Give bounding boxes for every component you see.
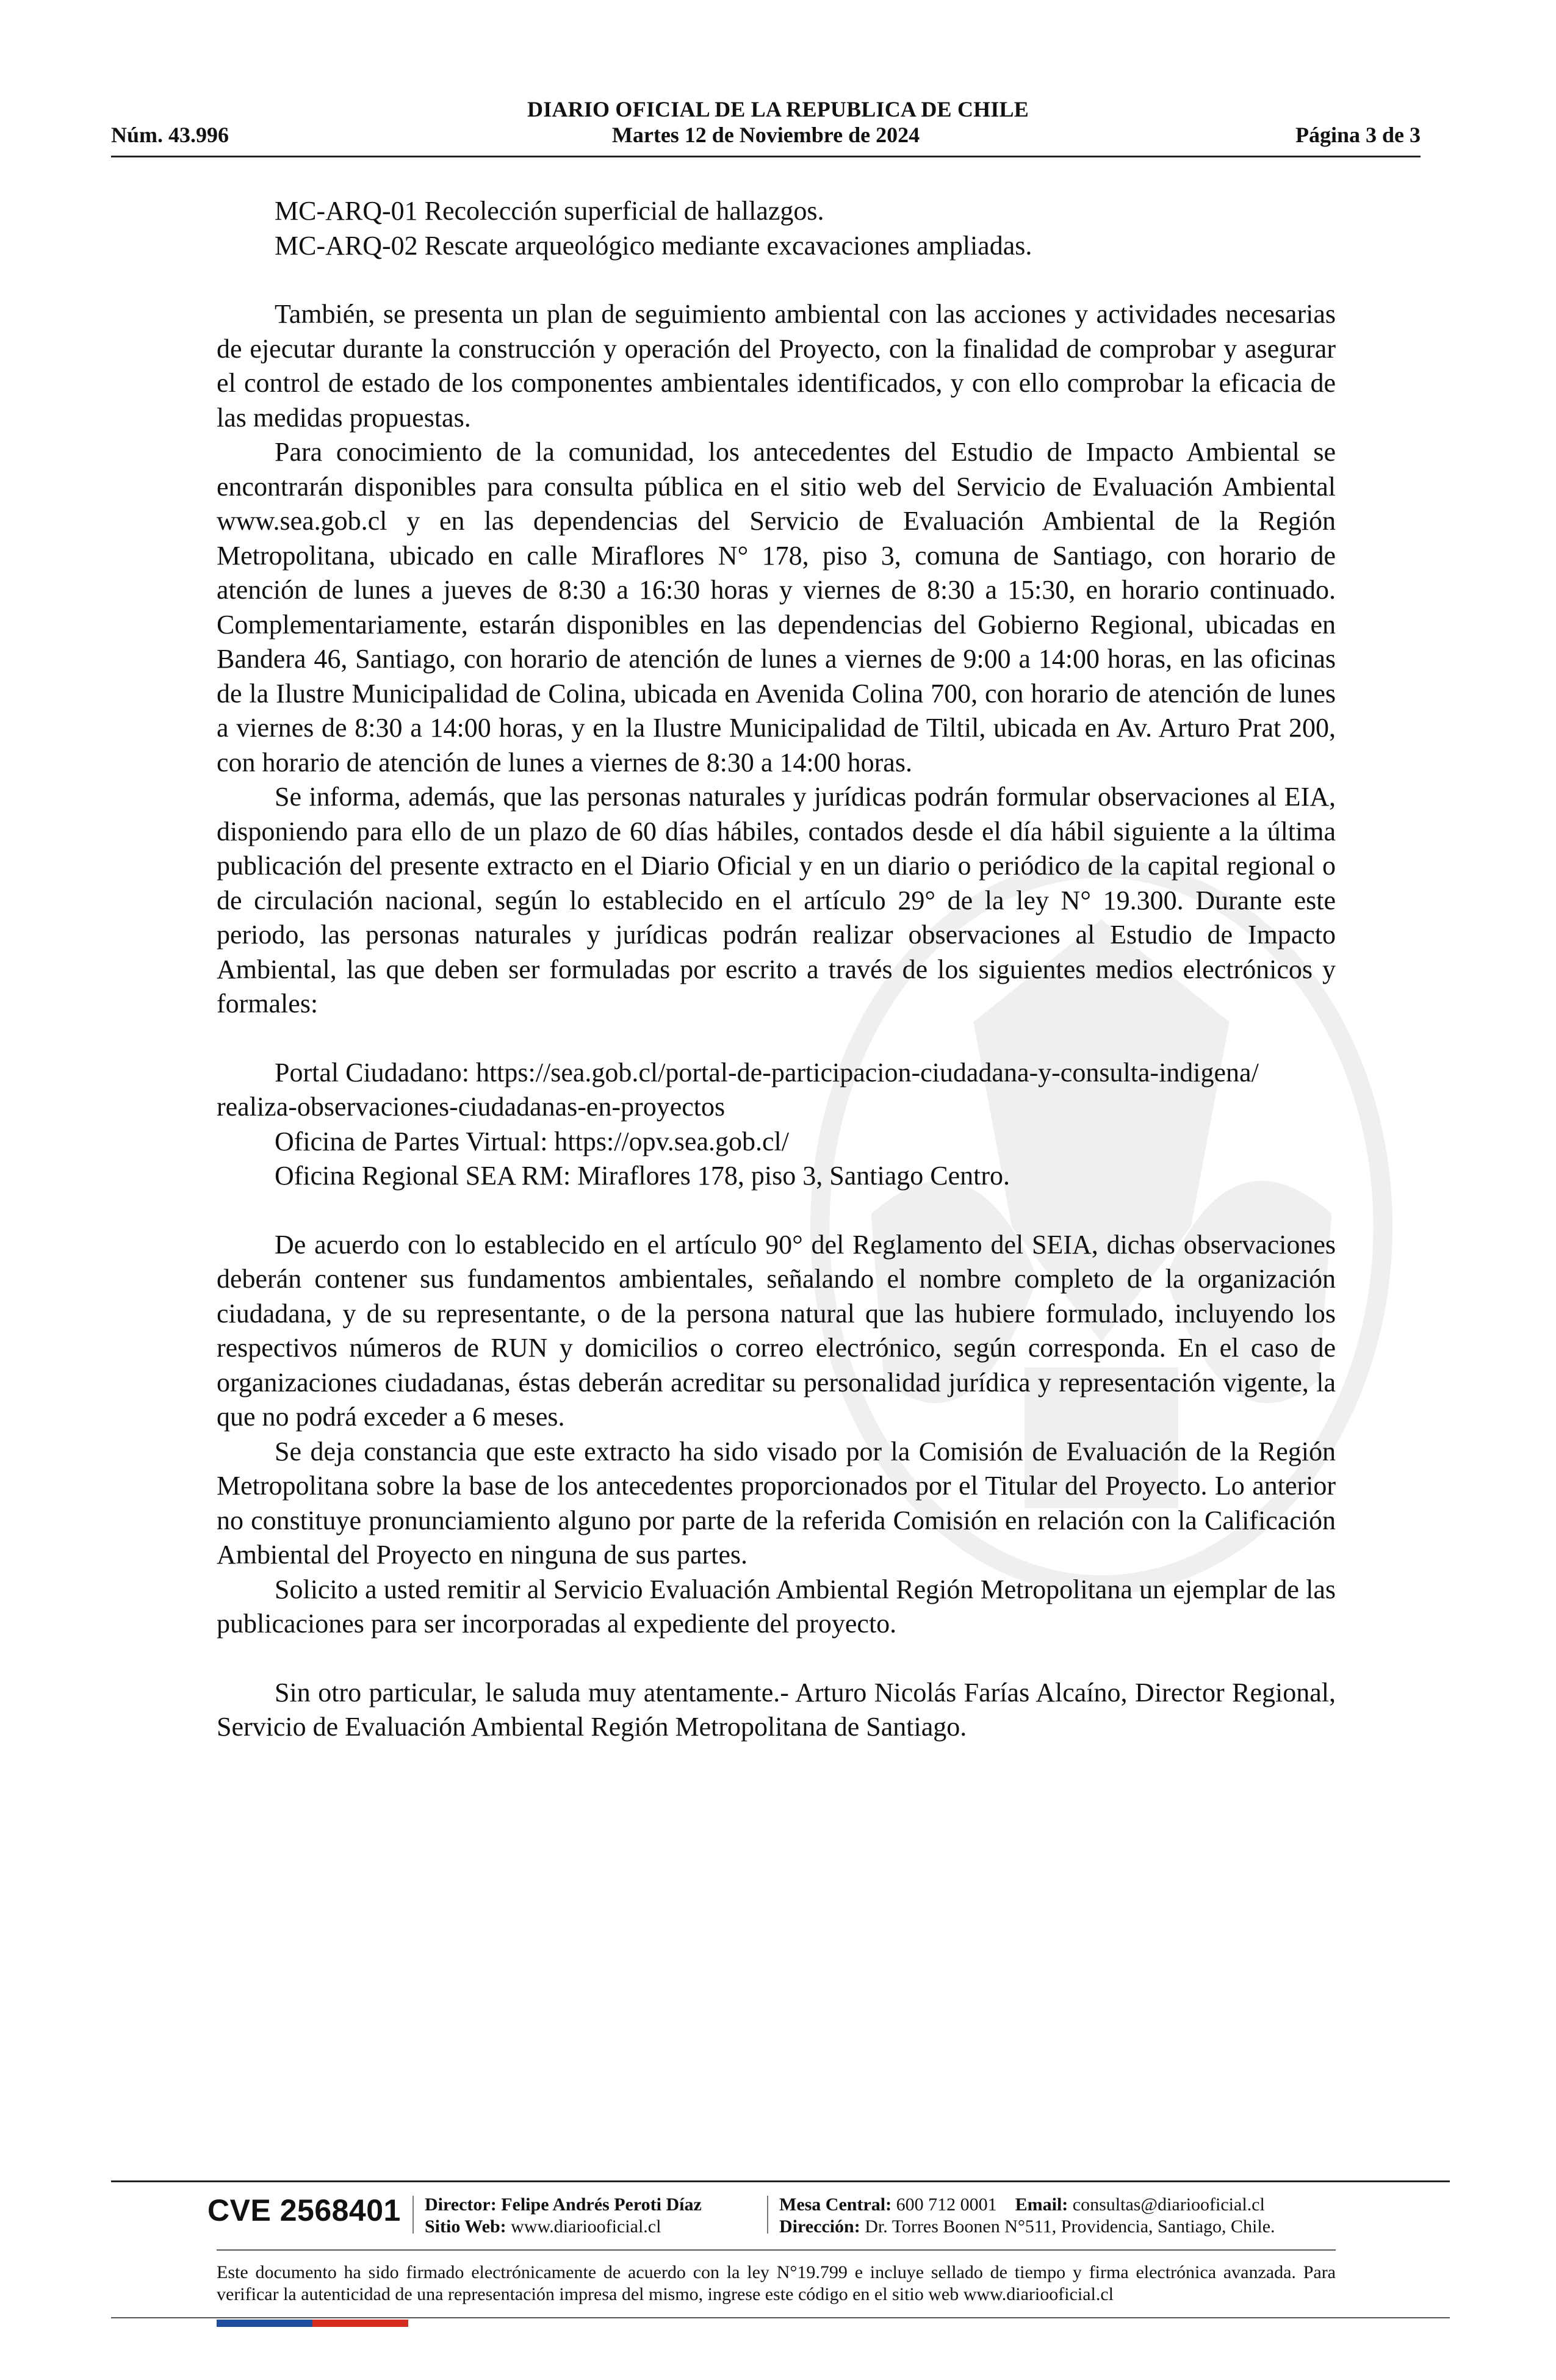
director-name: Felipe Andrés Peroti Díaz <box>501 2194 702 2215</box>
website-label: Sitio Web: <box>425 2216 506 2237</box>
address-label: Dirección: <box>779 2216 860 2237</box>
document-body <box>217 194 1336 1745</box>
newspaper-title: DIARIO OFICIAL DE LA REPUBLICA DE CHILE <box>527 97 1029 121</box>
footer-divider-top <box>111 2180 1450 2182</box>
flag-stripe-blue <box>217 2320 312 2327</box>
measure-item: MC-ARQ-01 Recolección superficial de hallazgos. <box>275 196 824 226</box>
footer-divider-middle <box>217 2249 1336 2251</box>
cve-code: CVE 2568401 <box>207 2193 401 2227</box>
address-value: Dr. Torres Boonen N°511, Providencia, Santiago, Chile. <box>865 2216 1275 2237</box>
channel-oficina-regional: Oficina Regional SEA RM: Miraflores 178, piso 3, Santiago Centro. <box>275 1161 1010 1191</box>
paragraph-seguimiento: También, se presenta un plan de seguimiento ambiental con las acciones y actividades necesarias de ejecutar durante la construcción y operación del Proyecto, con la finalidad de comprobar y asegurar el control de estado de los componentes ambientales identificados, y con ello comprobar la eficacia de las medidas propuestas. <box>217 299 1336 433</box>
measure-item: MC-ARQ-02 Rescate arqueológico mediante excavaciones ampliadas. <box>275 230 1032 261</box>
footer-contact-block <box>779 2194 1275 2238</box>
footer-director-block <box>425 2194 702 2238</box>
mesa-central-label: Mesa Central: <box>779 2194 892 2215</box>
footer-separator <box>767 2196 768 2234</box>
website-link[interactable]: www.diariooficial.cl <box>511 2216 661 2237</box>
paragraph-solicito: Solicito a usted remitir al Servicio Evaluación Ambiental Región Metropolitana un ejemplar de las publicaciones para ser incorporadas al expediente del proyecto. <box>217 1574 1336 1639</box>
paragraph-firma: Sin otro particular, le saluda muy atentamente.- Arturo Nicolás Farías Alcaíno, Director Regional, Servicio de Evaluación Ambiental Región Metropolitana de Santiago. <box>217 1677 1336 1742</box>
paragraph-conocimiento: Para conocimiento de la comunidad, los antecedentes del Estudio de Impacto Ambiental se encontrarán disponibles para consulta pública en el sitio web del Servicio de Evaluación Ambiental www.sea.gob.cl y en las dependencias del Servicio de Evaluación Ambiental de la Región Metropolitana, ubicado en calle Miraflores N° 178, piso 3, comuna de Santiago, con horario de atención de lunes a jueves de 8:30 a 16:30 horas y viernes de 8:30 a 15:30, en horario continuado. Complementariamente, estarán disponibles en las dependencias del Gobierno Regional, ubicadas en Bandera 46, Santiago, con horario de atención de lunes a viernes de 9:00 a 14:00 horas, en las oficinas de la Ilustre Municipalidad de Colina, ubicada en Avenida Colina 700, con horario de atención de lunes a viernes de 8:30 a 14:00 horas, y en la Ilustre Municipalidad de Tiltil, ubicada en Av. Arturo Prat 200, con horario de atención de lunes a viernes de 8:30 a 14:00 horas. <box>217 437 1336 777</box>
paragraph-acuerdo: De acuerdo con lo establecido en el artículo 90° del Reglamento del SEIA, dichas observaciones deberán contener sus fundamentos ambientales, señalando el nombre completo de la organización ciudadana, y de su representante, o de la persona natural que las hubiere formulado, incluyendo los respectivos números de RUN y domicilios o correo electrónico, según corresponda. En el caso de organizaciones ciudadanas, éstas deberán acreditar su personalidad jurídica y representación vigente, la que no podrá exceder a 6 meses. <box>217 1229 1336 1432</box>
paragraph-constancia: Se deja constancia que este extracto ha sido visado por la Comisión de Evaluación de la Región Metropolitana sobre la base de los antecedentes proporcionados por el Titular del Proyecto. Lo anterior no constituye pronunciamiento alguno por parte de la referida Comisión en relación con la Calificación Ambiental del Proyecto en ninguna de sus partes. <box>217 1436 1336 1570</box>
email-link[interactable]: consultas@diariooficial.cl <box>1072 2194 1265 2215</box>
page-number: Página 3 de 3 <box>1295 123 1421 147</box>
header-divider <box>111 156 1421 157</box>
channel-oficina-virtual: Oficina de Partes Virtual: https://opv.sea.gob.cl/ <box>275 1126 789 1156</box>
footer-divider-bottom <box>111 2317 1450 2318</box>
footer-separator <box>412 2196 414 2234</box>
director-label: Director: <box>425 2194 497 2215</box>
mesa-central-phone: 600 712 0001 <box>896 2194 997 2215</box>
paragraph-informa: Se informa, además, que las personas naturales y jurídicas podrán formular observaciones al EIA, disponiendo para ello de un plazo de 60 días hábiles, contados desde el día hábil siguiente a la última publicación del presente extracto en el Diario Oficial y en un diario o periódico de la capital regional o de circulación nacional, según lo establecido en el artículo 29° de la ley N° 19.300. Durante este periodo, las personas naturales y jurídicas podrán realizar observaciones al Estudio de Impacto Ambiental, las que deben ser formuladas por escrito a través de los siguientes medios electrónicos y formales: <box>217 782 1336 1019</box>
signature-notice: Este documento ha sido firmado electrónicamente de acuerdo con la ley N°19.799 e incluye sellado de tiempo y firma electrónica avanzada. Para verificar la autenticidad de una representación impresa del mismo, ingrese este código en el sitio web www.diariooficial.cl <box>217 2262 1336 2304</box>
issue-date: Martes 12 de Noviembre de 2024 <box>611 123 920 147</box>
channel-portal-ciudadano: Portal Ciudadano: https://sea.gob.cl/portal-de-participacion-ciudadana-y-consulta-indigena/ <box>275 1057 1259 1087</box>
issue-number: Núm. 43.996 <box>111 123 229 147</box>
channel-portal-ciudadano-cont: realiza-observaciones-ciudadanas-en-proyectos <box>217 1092 726 1122</box>
email-label: Email: <box>1015 2194 1068 2215</box>
flag-stripe-red <box>312 2320 408 2327</box>
